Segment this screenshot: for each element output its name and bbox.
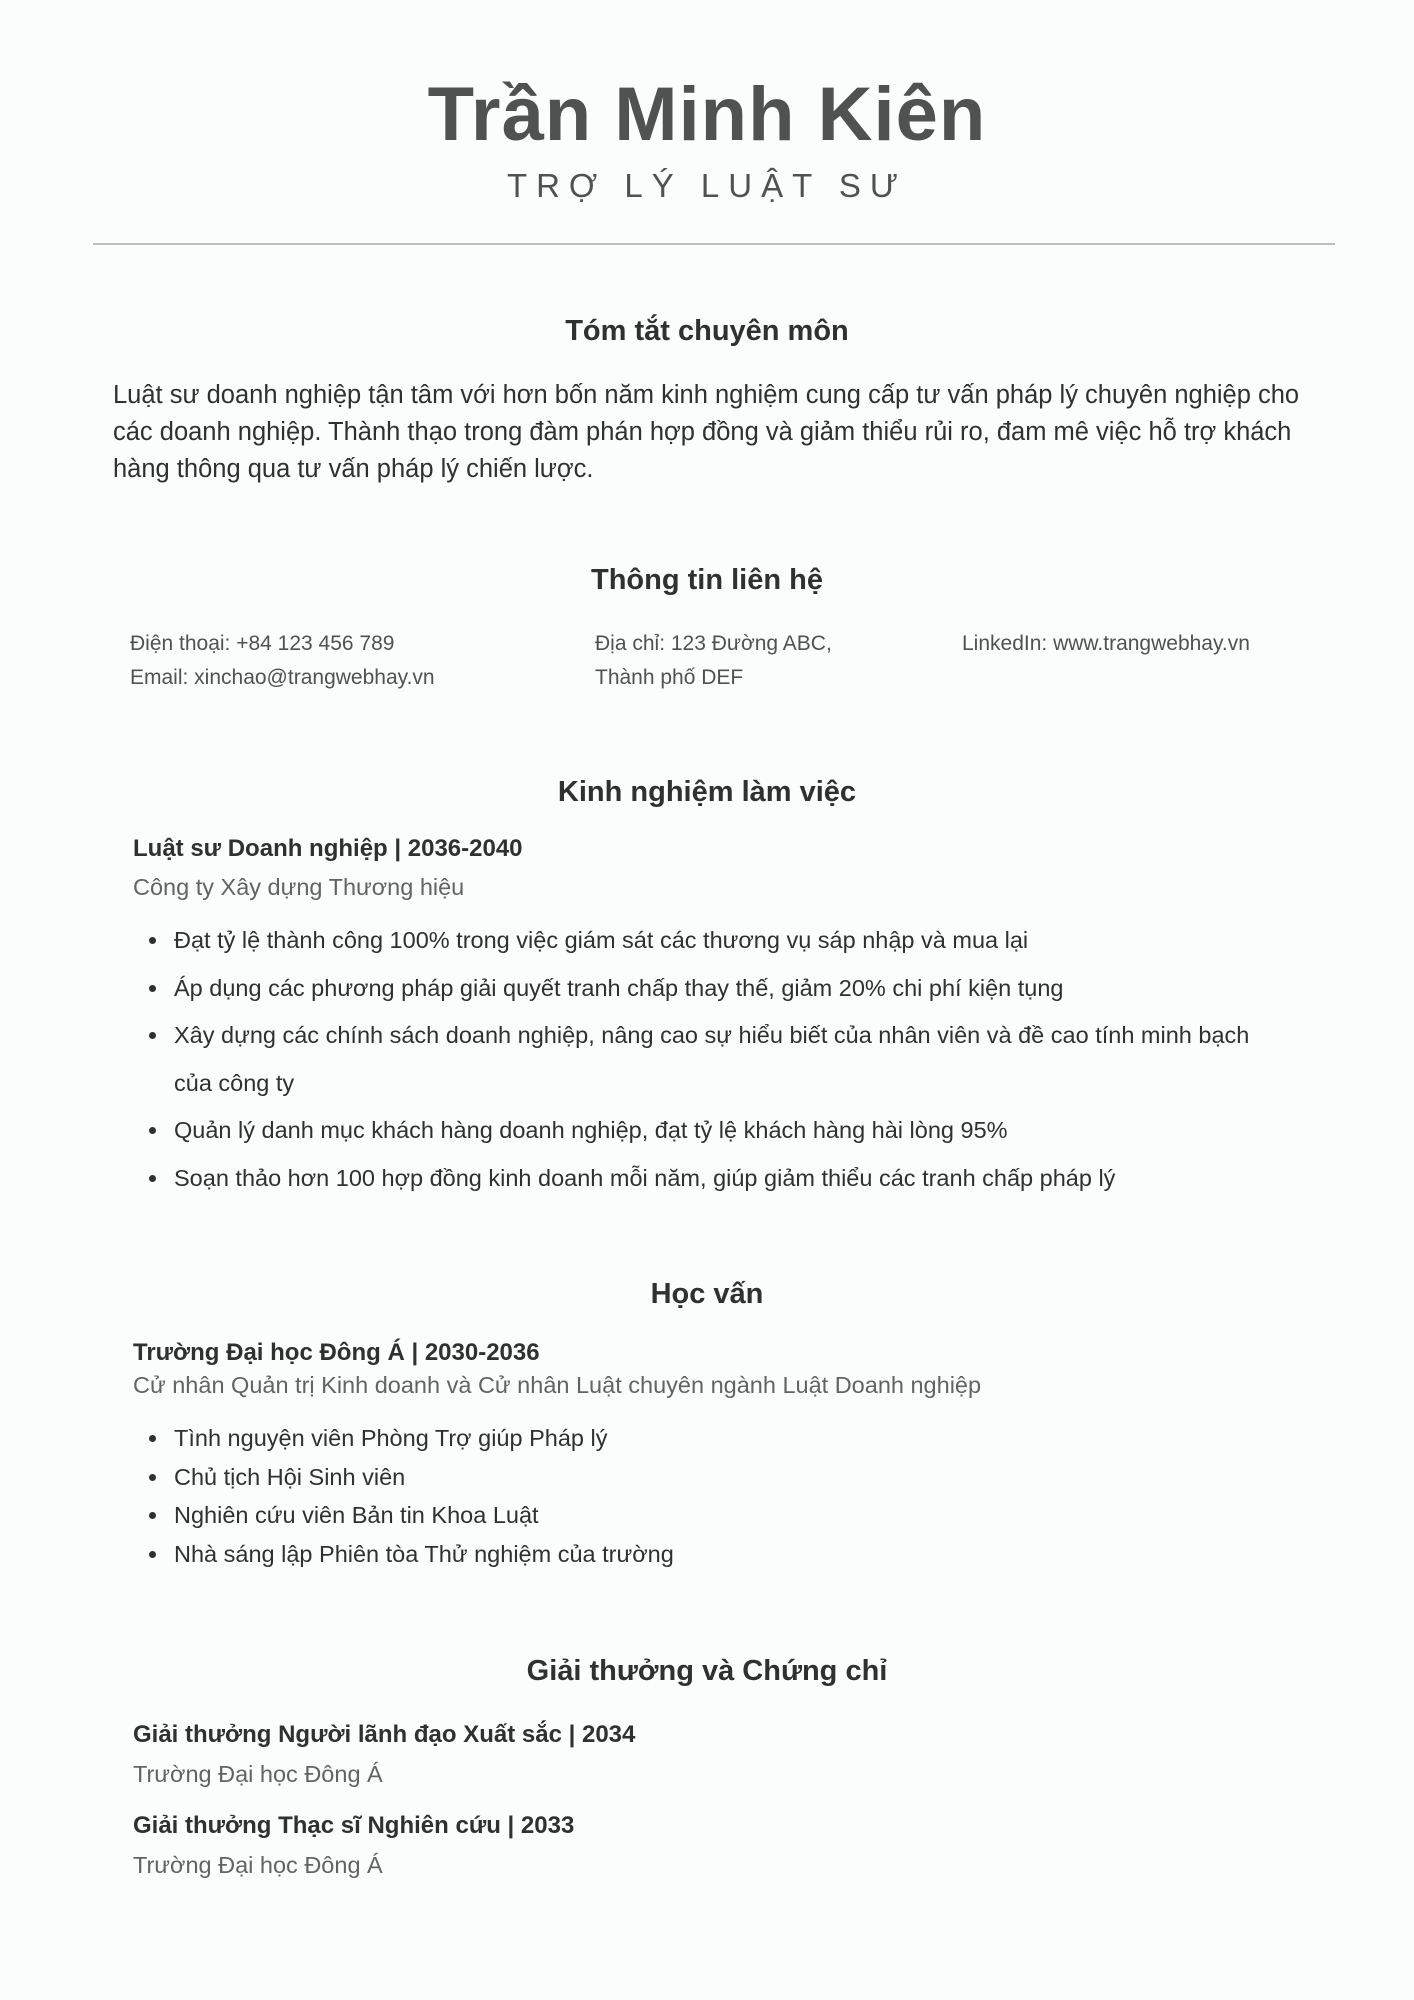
contact-heading: Thông tin liên hệ bbox=[591, 564, 823, 596]
contact-address-line2: Thành phố DEF bbox=[595, 666, 744, 689]
award-title: Giải thưởng Thạc sĩ Nghiên cứu | 2033 bbox=[133, 1812, 575, 1839]
bullet-text: Tình nguyện viên Phòng Trợ giúp Pháp lý bbox=[174, 1425, 608, 1451]
award-issuer: Trường Đại học Đông Á bbox=[133, 1852, 383, 1878]
list-item bbox=[133, 1107, 1293, 1155]
bullet-icon bbox=[149, 1512, 156, 1519]
experience-job-title: Luật sư Doanh nghiệp | 2036-2040 bbox=[133, 835, 523, 862]
bullet-text: Chủ tịch Hội Sinh viên bbox=[174, 1463, 406, 1490]
bullet-icon bbox=[149, 985, 156, 992]
summary-text: Luật sư doanh nghiệp tận tâm với hơn bốn năm kinh nghiệm cung cấp tư vấn pháp lý chuyên nghiệp cho các doanh nghiệp. Thành thạo trong đàm phán hợp đồng và giảm thiểu rủi ro, đam mê việc hỗ trợ khách hàng thông qua tư vấn pháp lý chiến lược. bbox=[113, 381, 1300, 483]
contact-column-address bbox=[595, 627, 832, 695]
header-divider bbox=[93, 243, 1335, 245]
list-item bbox=[133, 1155, 1293, 1203]
contact-address-line1: Địa chỉ: 123 Đường ABC, bbox=[595, 632, 832, 655]
bullet-icon bbox=[149, 1127, 156, 1134]
list-item bbox=[133, 1012, 1293, 1107]
bullet-icon bbox=[149, 1474, 156, 1481]
list-item bbox=[133, 1419, 1293, 1458]
list-item bbox=[133, 1496, 1293, 1535]
experience-heading: Kinh nghiệm làm việc bbox=[557, 776, 857, 808]
bullet-icon bbox=[149, 1175, 156, 1182]
contact-phone: Điện thoại: +84 123 456 789 bbox=[130, 632, 395, 655]
bullet-text: Đạt tỷ lệ thành công 100% trong việc giám sát các thương vụ sáp nhập và mua lại bbox=[174, 927, 1029, 953]
award-issuer: Trường Đại học Đông Á bbox=[133, 1761, 383, 1787]
awards-heading: Giải thưởng và Chứng chỉ bbox=[526, 1655, 888, 1687]
bullet-icon bbox=[149, 1435, 156, 1442]
bullet-text: Áp dụng các phương pháp giải quyết tranh chấp thay thế, giảm 20% chi phí kiện tụng bbox=[174, 974, 1064, 1001]
bullet-text: Soạn thảo hơn 100 hợp đồng kinh doanh mỗi năm, giúp giảm thiểu các tranh chấp pháp lý bbox=[174, 1164, 1116, 1191]
education-degree: Cử nhân Quản trị Kinh doanh và Cử nhân Luật chuyên ngành Luật Doanh nghiệp bbox=[133, 1372, 982, 1398]
education-heading: Học vấn bbox=[650, 1278, 764, 1310]
contact-column-linkedin bbox=[962, 627, 1250, 661]
bullet-text: Nhà sáng lập Phiên tòa Thử nghiệm của trường bbox=[174, 1540, 674, 1567]
bullet-icon bbox=[149, 1551, 156, 1558]
contact-email: Email: xinchao@trangwebhay.vn bbox=[130, 666, 435, 689]
list-item bbox=[133, 917, 1293, 965]
contact-column-phone-email bbox=[130, 627, 435, 695]
list-item bbox=[133, 1458, 1293, 1497]
contact-linkedin: LinkedIn: www.trangwebhay.vn bbox=[962, 632, 1250, 655]
list-item bbox=[133, 1535, 1293, 1574]
award-title: Giải thưởng Người lãnh đạo Xuất sắc | 2034 bbox=[133, 1721, 636, 1748]
job-title: TRỢ LÝ LUẬT SƯ bbox=[506, 167, 908, 204]
bullet-icon bbox=[149, 937, 156, 944]
education-school: Trường Đại học Đông Á | 2030-2036 bbox=[133, 1339, 540, 1366]
education-bullets bbox=[133, 1419, 1293, 1573]
experience-bullets bbox=[133, 917, 1293, 1202]
list-item bbox=[133, 965, 1293, 1013]
bullet-text: Quản lý danh mục khách hàng doanh nghiệp, đạt tỷ lệ khách hàng hài lòng 95% bbox=[174, 1117, 1008, 1143]
bullet-icon bbox=[149, 1032, 156, 1039]
bullet-text: Xây dựng các chính sách doanh nghiệp, nâng cao sự hiểu biết của nhân viên và đề cao tính minh bạch của công ty bbox=[174, 1022, 1250, 1096]
bullet-text: Nghiên cứu viên Bản tin Khoa Luật bbox=[174, 1502, 539, 1528]
experience-company: Công ty Xây dựng Thương hiệu bbox=[133, 874, 465, 900]
candidate-name: Trần Minh Kiên bbox=[427, 72, 987, 157]
summary-heading: Tóm tắt chuyên môn bbox=[565, 315, 849, 347]
